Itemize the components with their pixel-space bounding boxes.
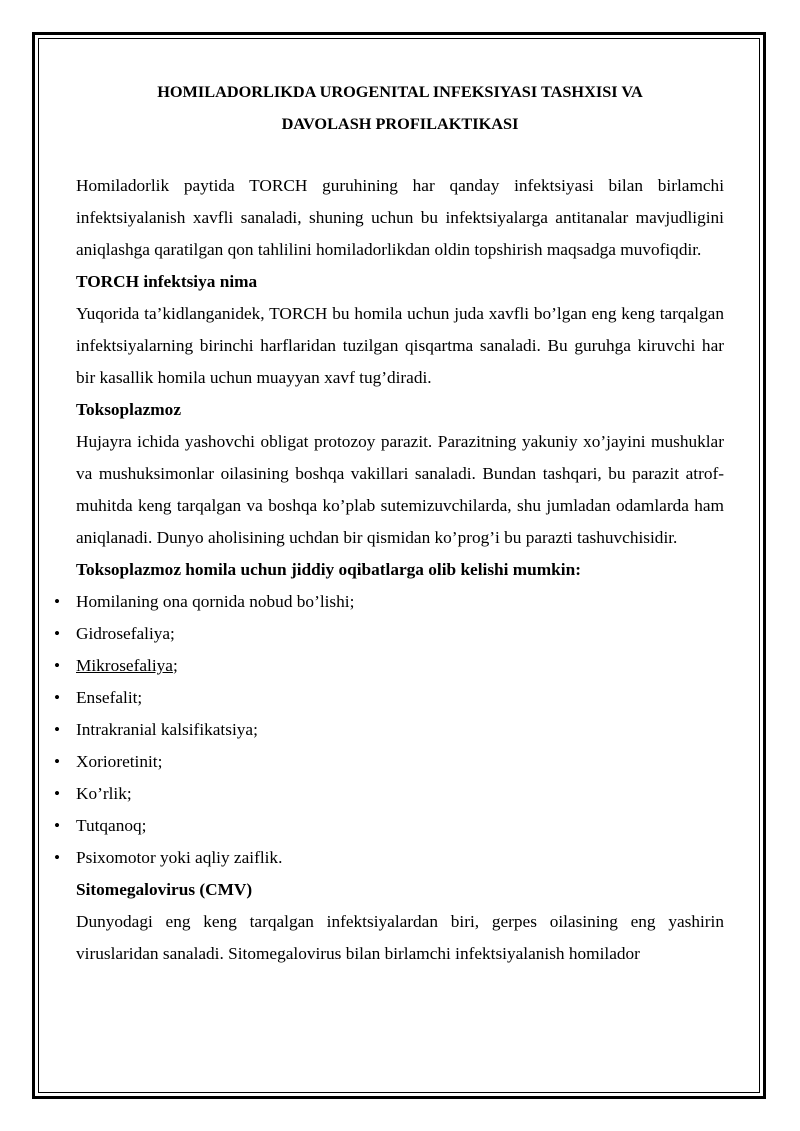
list-item-text: Tutqanoq; [76, 816, 147, 835]
list-item-text: Ensefalit; [76, 688, 143, 707]
bullet-icon: • [53, 624, 61, 643]
bullet-icon: • [53, 816, 61, 835]
list-item-text: Homilaning ona qornida nobud bo’lishi; [76, 592, 355, 611]
cmv-paragraph: Dunyodagi eng keng tarqalgan infektsiyalardan biri, gerpes oilasining eng yashirin viruslaridan sanaladi. Sitomegalovirus bilan birlamchi infektsiyalanish homilador [76, 912, 724, 963]
list-item [53, 586, 724, 618]
consequences-list [53, 586, 724, 874]
list-item-text: Gidrosefaliya; [76, 624, 175, 643]
bullet-icon: • [53, 752, 61, 771]
list-item-text: Ko’rlik; [76, 784, 132, 803]
bullet-icon: • [53, 688, 61, 707]
list-item [53, 778, 724, 810]
toxo-paragraph: Hujayra ichida yashovchi obligat protozoy parazit. Parazitning yakuniy xo’jayini mushuklar va mushuksimonlar oilasining boshqa vakillari sanaladi. Bundan tashqari, bu parazit atrof-muhitda keng tarqalgan va boshqa ko’plab sutemizuvchilarda, shu jumladan odamlarda ham aniqlanadi. Dunyo aholisining uchdan bir qismidan ko’prog’i bu parazti tashuvchisidir. [76, 432, 724, 547]
list-item [53, 714, 724, 746]
list-item [53, 650, 724, 682]
bullet-icon: • [53, 848, 61, 867]
list-item-text: Intrakranial kalsifikatsiya; [76, 720, 258, 739]
bullet-icon: • [53, 592, 61, 611]
list-item [53, 682, 724, 714]
list-item [53, 810, 724, 842]
list-item-text: Xorioretinit; [76, 752, 163, 771]
list-item-text: Mikrosefaliya [76, 656, 173, 675]
list-item [53, 618, 724, 650]
list-item [53, 842, 724, 874]
intro-paragraph: Homiladorlik paytida TORCH guruhining har qanday infektsiyasi bilan birlamchi infektsiyalanish xavfli sanaladi, shuning uchun bu infektsiyalarga antitanalar mavjudligini aniqlashga qaratilgan qon tahlilini homiladorlikdan oldin topshirish maqsadga muvofiqdir. [76, 176, 724, 259]
toxo-heading: Toksoplazmoz [76, 400, 181, 419]
document-body [53, 170, 724, 970]
list-item-text: Psixomotor yoki aqliy zaiflik. [76, 848, 283, 867]
toxo-consequences-heading: Toksoplazmoz homila uchun jiddiy oqibatlarga olib kelishi mumkin: [76, 560, 581, 579]
list-item [53, 746, 724, 778]
torch-heading: TORCH infektsiya nima [76, 272, 258, 291]
bullet-icon: • [53, 656, 61, 675]
list-item-suffix: ; [172, 656, 178, 675]
document-title [76, 76, 724, 140]
cmv-heading: Sitomegalovirus (CMV) [76, 880, 253, 899]
bullet-icon: • [53, 720, 61, 739]
bullet-icon: • [53, 784, 61, 803]
title-line-1: HOMILADORLIKDA UROGENITAL INFEKSIYASI TASHXISI VA [157, 82, 643, 101]
torch-paragraph: Yuqorida ta’kidlanganidek, TORCH bu homila uchun juda xavfli bo’lgan eng keng tarqalgan infektsiyalarning birinchi harflaridan tuzilgan qisqartma sanaladi. Bu guruhga kiruvchi har bir kasallik homila uchun muayyan xavf tug’diradi. [76, 304, 724, 387]
title-line-2: DAVOLASH PROFILAKTIKASI [281, 114, 519, 133]
